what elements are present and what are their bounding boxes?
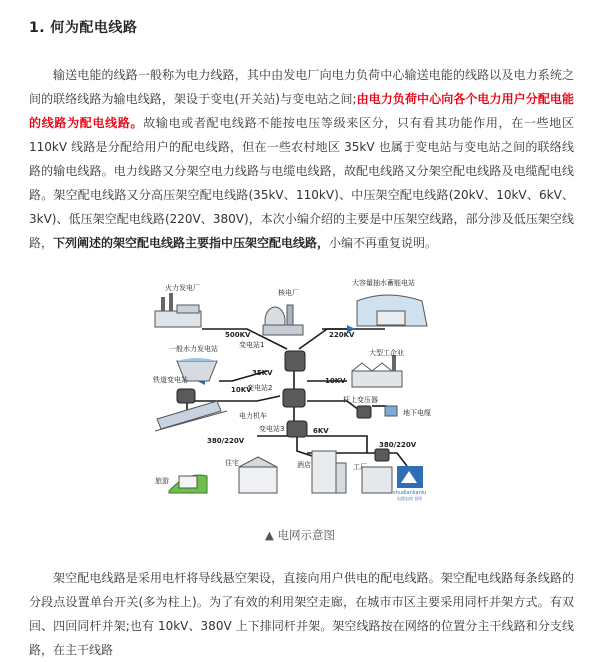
label-10kv-b: 10KV [231, 386, 252, 394]
intro-highlight-red: 由电力负荷中心向各个电力用户分配电能的线路为配电线路。 [29, 92, 574, 130]
section-heading: 1. 何为配电线路 [29, 20, 138, 36]
label-500kv: 500KV [225, 331, 251, 339]
label-sub1: 变电站1 [239, 341, 265, 349]
label-hotel: 酒店 [297, 461, 311, 469]
power-grid-diagram [147, 271, 440, 503]
label-220kv: 220KV [329, 331, 355, 339]
intro-highlight-bold: 下列阐述的架空配电线路主要指中压架空配电线路， [53, 236, 330, 250]
overhead-line-paragraph: 架空配电线路是采用电杆将导线悬空架设，直接向用户供电的配电线路。架空配电线路每条线路的分段点设置单台开关(多为柱上)。为了有效的利用架空走廊，在城市市区主要采用同杆并架方式。有双回、四回同杆并架;也有 10kV、380V 上下排同杆并架。架空线路按在网络的位置分主干线路和分支线路，在主干线路 [29, 571, 574, 657]
label-380-a: 380/220V [207, 437, 245, 445]
power-grid-svg [147, 271, 440, 503]
label-tourist: 旅游 [155, 477, 169, 485]
label-10kv-a: 10KV [325, 377, 346, 385]
label-railsub: 铁道变电站 [153, 376, 188, 384]
intro-paragraph [29, 63, 574, 255]
label-residence: 住宅 [225, 459, 239, 467]
cable-icon [385, 406, 397, 416]
label-thermal: 火力发电厂 [165, 284, 200, 292]
label-cable: 地下电缆 [403, 409, 431, 417]
label-6kv: 6KV [313, 427, 329, 435]
label-380-b: 380/220V [379, 441, 417, 449]
label-nuclear: 核电厂 [278, 289, 299, 297]
label-poletrans: 杆上变压器 [343, 396, 378, 404]
intro-text-3: 小编不再重复说明。 [329, 236, 438, 250]
label-35kv: 35KV [252, 369, 273, 377]
watermark-logo [397, 466, 423, 488]
watermark-text: shudianlianlu [393, 490, 427, 496]
label-hydro: 一般水力发电站 [169, 345, 218, 353]
label-loco: 电力机车 [239, 412, 267, 420]
label-sub3: 变电站3 [259, 425, 285, 433]
figure-caption: ▲ 电网示意图 [265, 528, 335, 542]
watermark-subtext: 电缆电线 说明 [397, 496, 423, 501]
label-pumped: 大容量抽水蓄能电站 [352, 279, 415, 287]
pumped-storage-icon [357, 295, 427, 326]
label-industry: 大型工企业 [369, 349, 404, 357]
intro-text-1: 输送电能的线路一般称为电力线路，其中由发电厂向电力负荷中心输送电能的线路以及电力系统之间的联络线路为输电线路，架设于变电(开关站)与变电站之间; [29, 68, 574, 106]
label-sub2: 变电站2 [247, 384, 273, 392]
intro-text-2: 故输电或者配电线路不能按电压等级来区分，只有看其功能作用，在一些地区 110kV 线路是分配给用户的配电线路，但在一些农村地区 35kV 也属于变电站与变电站之间的联络线路的输电线路。电力线路又分架空电力线路与电缆电线路，故配电线路又分架空配电线路及电缆配电线路。架空配电线路又分高压架空配电线路(35kV、110kV)、中压架空配电线路(20kV、10kV、6kV、3kV)、低压架空配电线路(220V、380V)，本次小编介绍的主要是中压架空线路，部分涉及低压架空线路， [29, 116, 574, 250]
label-factory: 工厂 [353, 463, 367, 471]
